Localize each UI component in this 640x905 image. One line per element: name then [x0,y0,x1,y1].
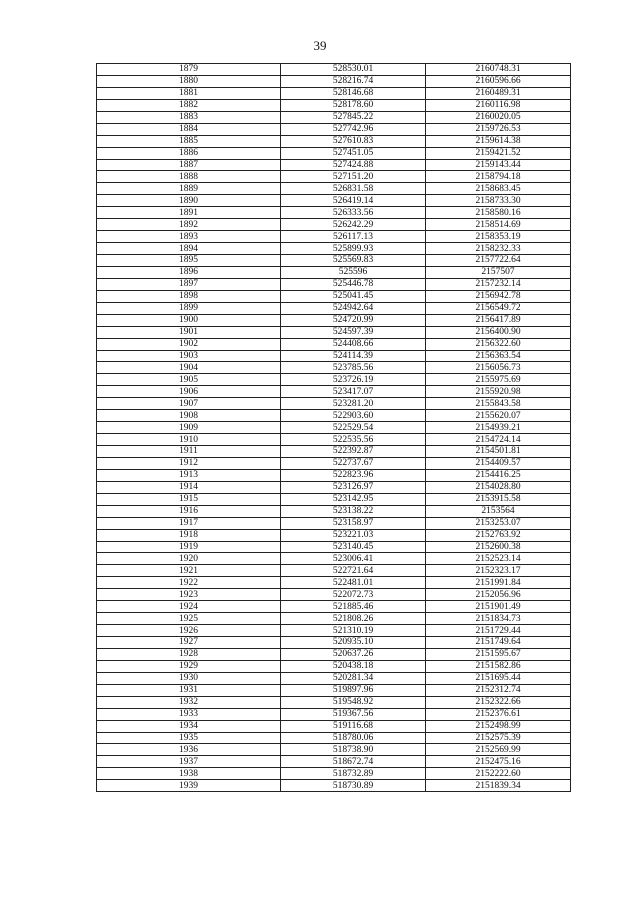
y-coordinate-cell: 2151749.64 [426,637,571,649]
coordinates-table [96,63,571,792]
point-number-cell: 1908 [97,410,281,422]
point-number-cell: 1893 [97,231,281,243]
x-coordinate-cell: 523006.41 [281,553,426,565]
table-row [97,553,571,565]
point-number-cell: 1937 [97,756,281,768]
y-coordinate-cell: 2151901.49 [426,601,571,613]
table-row [97,266,571,278]
y-coordinate-cell: 2153915.58 [426,493,571,505]
table-row [97,696,571,708]
table-row [97,338,571,350]
point-number-cell: 1921 [97,565,281,577]
y-coordinate-cell: 2154416.25 [426,469,571,481]
x-coordinate-cell: 523221.03 [281,529,426,541]
x-coordinate-cell: 523785.56 [281,362,426,374]
y-coordinate-cell: 2151839.34 [426,780,571,792]
table-row [97,505,571,517]
point-number-cell: 1922 [97,577,281,589]
point-number-cell: 1918 [97,529,281,541]
point-number-cell: 1911 [97,446,281,458]
y-coordinate-cell: 2151595.67 [426,648,571,660]
y-coordinate-cell: 2160020.05 [426,111,571,123]
table-row [97,207,571,219]
y-coordinate-cell: 2155975.69 [426,374,571,386]
y-coordinate-cell: 2160596.66 [426,75,571,87]
point-number-cell: 1881 [97,87,281,99]
y-coordinate-cell: 2152323.17 [426,565,571,577]
point-number-cell: 1895 [97,255,281,267]
point-number-cell: 1909 [97,422,281,434]
y-coordinate-cell: 2158733.30 [426,195,571,207]
point-number-cell: 1886 [97,147,281,159]
x-coordinate-cell: 526242.29 [281,219,426,231]
y-coordinate-cell: 2156322.60 [426,338,571,350]
point-number-cell: 1904 [97,362,281,374]
x-coordinate-cell: 524720.99 [281,314,426,326]
y-coordinate-cell: 2152475.16 [426,756,571,768]
x-coordinate-cell: 523140.45 [281,541,426,553]
x-coordinate-cell: 525446.78 [281,278,426,290]
y-coordinate-cell: 2152523.14 [426,553,571,565]
y-coordinate-cell: 2156942.78 [426,290,571,302]
x-coordinate-cell: 522481.01 [281,577,426,589]
y-coordinate-cell: 2151834.73 [426,613,571,625]
table-row [97,457,571,469]
y-coordinate-cell: 2156400.90 [426,326,571,338]
point-number-cell: 1925 [97,613,281,625]
x-coordinate-cell: 522535.56 [281,434,426,446]
x-coordinate-cell: 518780.06 [281,732,426,744]
y-coordinate-cell: 2160748.31 [426,64,571,76]
table-row [97,648,571,660]
x-coordinate-cell: 522392.87 [281,446,426,458]
x-coordinate-cell: 520438.18 [281,660,426,672]
x-coordinate-cell: 527151.20 [281,171,426,183]
table-row [97,87,571,99]
point-number-cell: 1916 [97,505,281,517]
point-number-cell: 1920 [97,553,281,565]
point-number-cell: 1906 [97,386,281,398]
point-number-cell: 1910 [97,434,281,446]
point-number-cell: 1905 [97,374,281,386]
table-row [97,362,571,374]
x-coordinate-cell: 521310.19 [281,625,426,637]
table-row [97,75,571,87]
x-coordinate-cell: 526333.56 [281,207,426,219]
point-number-cell: 1914 [97,481,281,493]
x-coordinate-cell: 528178.60 [281,99,426,111]
y-coordinate-cell: 2155843.58 [426,398,571,410]
table-row [97,732,571,744]
point-number-cell: 1928 [97,648,281,660]
table-row [97,231,571,243]
table-row [97,601,571,613]
x-coordinate-cell: 519116.68 [281,720,426,732]
x-coordinate-cell: 518738.90 [281,744,426,756]
table-row [97,481,571,493]
table-row [97,123,571,135]
table-row [97,708,571,720]
y-coordinate-cell: 2157507 [426,266,571,278]
x-coordinate-cell: 524942.64 [281,302,426,314]
x-coordinate-cell: 519897.96 [281,684,426,696]
x-coordinate-cell: 523281.20 [281,398,426,410]
point-number-cell: 1894 [97,243,281,255]
x-coordinate-cell: 523726.19 [281,374,426,386]
point-number-cell: 1919 [97,541,281,553]
point-number-cell: 1933 [97,708,281,720]
x-coordinate-cell: 522721.64 [281,565,426,577]
page-number: 39 [313,38,327,53]
point-number-cell: 1887 [97,159,281,171]
table-row [97,398,571,410]
y-coordinate-cell: 2155620.07 [426,410,571,422]
table-row [97,469,571,481]
x-coordinate-cell: 518730.89 [281,780,426,792]
point-number-cell: 1932 [97,696,281,708]
y-coordinate-cell: 2156417.89 [426,314,571,326]
table-row [97,326,571,338]
point-number-cell: 1931 [97,684,281,696]
y-coordinate-cell: 2152376.61 [426,708,571,720]
point-number-cell: 1934 [97,720,281,732]
point-number-cell: 1939 [97,780,281,792]
table-row [97,147,571,159]
x-coordinate-cell: 528146.68 [281,87,426,99]
point-number-cell: 1891 [97,207,281,219]
y-coordinate-cell: 2152600.38 [426,541,571,553]
table-row [97,410,571,422]
x-coordinate-cell: 521808.26 [281,613,426,625]
x-coordinate-cell: 525569.83 [281,255,426,267]
table-row [97,529,571,541]
x-coordinate-cell: 528216.74 [281,75,426,87]
point-number-cell: 1936 [97,744,281,756]
table-row [97,517,571,529]
x-coordinate-cell: 525596 [281,266,426,278]
y-coordinate-cell: 2159614.38 [426,135,571,147]
table-row [97,314,571,326]
point-number-cell: 1929 [97,660,281,672]
x-coordinate-cell: 525899.93 [281,243,426,255]
point-number-cell: 1897 [97,278,281,290]
y-coordinate-cell: 2151729.44 [426,625,571,637]
y-coordinate-cell: 2154501.81 [426,446,571,458]
y-coordinate-cell: 2158580.16 [426,207,571,219]
x-coordinate-cell: 518732.89 [281,768,426,780]
table-row [97,171,571,183]
point-number-cell: 1896 [97,266,281,278]
y-coordinate-cell: 2152322.66 [426,696,571,708]
point-number-cell: 1892 [97,219,281,231]
point-number-cell: 1924 [97,601,281,613]
table-row [97,434,571,446]
point-number-cell: 1899 [97,302,281,314]
y-coordinate-cell: 2152222.60 [426,768,571,780]
x-coordinate-cell: 524408.66 [281,338,426,350]
x-coordinate-cell: 523417.07 [281,386,426,398]
point-number-cell: 1901 [97,326,281,338]
table-row [97,672,571,684]
point-number-cell: 1926 [97,625,281,637]
table-row [97,135,571,147]
x-coordinate-cell: 527845.22 [281,111,426,123]
table-row [97,625,571,637]
table-row [97,541,571,553]
y-coordinate-cell: 2156549.72 [426,302,571,314]
point-number-cell: 1930 [97,672,281,684]
x-coordinate-cell: 523142.95 [281,493,426,505]
x-coordinate-cell: 522903.60 [281,410,426,422]
x-coordinate-cell: 520935.10 [281,637,426,649]
x-coordinate-cell: 522072.73 [281,589,426,601]
point-number-cell: 1915 [97,493,281,505]
y-coordinate-cell: 2155920.98 [426,386,571,398]
y-coordinate-cell: 2158232.33 [426,243,571,255]
table-row [97,99,571,111]
table-row [97,446,571,458]
point-number-cell: 1938 [97,768,281,780]
y-coordinate-cell: 2156363.54 [426,350,571,362]
x-coordinate-cell: 520637.26 [281,648,426,660]
y-coordinate-cell: 2158794.18 [426,171,571,183]
point-number-cell: 1879 [97,64,281,76]
table-row [97,64,571,76]
table-row [97,613,571,625]
point-number-cell: 1903 [97,350,281,362]
x-coordinate-cell: 518672.74 [281,756,426,768]
y-coordinate-cell: 2159421.52 [426,147,571,159]
table-row [97,290,571,302]
point-number-cell: 1890 [97,195,281,207]
x-coordinate-cell: 525041.45 [281,290,426,302]
table-row [97,565,571,577]
table-row [97,386,571,398]
table-row [97,350,571,362]
x-coordinate-cell: 522737.67 [281,457,426,469]
y-coordinate-cell: 2153253.07 [426,517,571,529]
table-row [97,756,571,768]
table-row [97,195,571,207]
x-coordinate-cell: 527451.05 [281,147,426,159]
point-number-cell: 1883 [97,111,281,123]
y-coordinate-cell: 2152312.74 [426,684,571,696]
y-coordinate-cell: 2153564 [426,505,571,517]
table-row [97,219,571,231]
y-coordinate-cell: 2159726.53 [426,123,571,135]
table-row [97,684,571,696]
x-coordinate-cell: 522823.96 [281,469,426,481]
table-row [97,589,571,601]
table-row [97,493,571,505]
y-coordinate-cell: 2160116.98 [426,99,571,111]
point-number-cell: 1927 [97,637,281,649]
table-row [97,720,571,732]
x-coordinate-cell: 526831.58 [281,183,426,195]
point-number-cell: 1907 [97,398,281,410]
point-number-cell: 1935 [97,732,281,744]
y-coordinate-cell: 2154724.14 [426,434,571,446]
table-row [97,111,571,123]
x-coordinate-cell: 519548.92 [281,696,426,708]
point-number-cell: 1882 [97,99,281,111]
point-number-cell: 1917 [97,517,281,529]
x-coordinate-cell: 523138.22 [281,505,426,517]
y-coordinate-cell: 2156056.73 [426,362,571,374]
x-coordinate-cell: 522529.54 [281,422,426,434]
table-row [97,422,571,434]
table-row [97,780,571,792]
y-coordinate-cell: 2152575.39 [426,732,571,744]
y-coordinate-cell: 2154028.80 [426,481,571,493]
x-coordinate-cell: 524114.39 [281,350,426,362]
table-row [97,768,571,780]
table-row [97,577,571,589]
table-row [97,278,571,290]
table-row [97,660,571,672]
point-number-cell: 1913 [97,469,281,481]
point-number-cell: 1912 [97,457,281,469]
y-coordinate-cell: 2158683.45 [426,183,571,195]
x-coordinate-cell: 527742.96 [281,123,426,135]
y-coordinate-cell: 2159143.44 [426,159,571,171]
y-coordinate-cell: 2158514.69 [426,219,571,231]
x-coordinate-cell: 527610.83 [281,135,426,147]
y-coordinate-cell: 2154409.57 [426,457,571,469]
y-coordinate-cell: 2151582.86 [426,660,571,672]
table-row [97,255,571,267]
table-row [97,374,571,386]
point-number-cell: 1898 [97,290,281,302]
x-coordinate-cell: 523158.97 [281,517,426,529]
table-row [97,183,571,195]
table-row [97,302,571,314]
x-coordinate-cell: 520281.34 [281,672,426,684]
point-number-cell: 1889 [97,183,281,195]
y-coordinate-cell: 2152763.92 [426,529,571,541]
y-coordinate-cell: 2157232.14 [426,278,571,290]
point-number-cell: 1888 [97,171,281,183]
x-coordinate-cell: 519367.56 [281,708,426,720]
x-coordinate-cell: 526419.14 [281,195,426,207]
table-row [97,159,571,171]
coordinates-table-body [97,64,571,792]
y-coordinate-cell: 2151695.44 [426,672,571,684]
x-coordinate-cell: 528530.01 [281,64,426,76]
point-number-cell: 1900 [97,314,281,326]
table-row [97,243,571,255]
point-number-cell: 1885 [97,135,281,147]
point-number-cell: 1880 [97,75,281,87]
point-number-cell: 1884 [97,123,281,135]
x-coordinate-cell: 527424.88 [281,159,426,171]
x-coordinate-cell: 523126.97 [281,481,426,493]
table-row [97,744,571,756]
y-coordinate-cell: 2154939.21 [426,422,571,434]
x-coordinate-cell: 524597.39 [281,326,426,338]
point-number-cell: 1902 [97,338,281,350]
y-coordinate-cell: 2158353.19 [426,231,571,243]
point-number-cell: 1923 [97,589,281,601]
y-coordinate-cell: 2160489.31 [426,87,571,99]
y-coordinate-cell: 2152498.99 [426,720,571,732]
table-row [97,637,571,649]
x-coordinate-cell: 521885.46 [281,601,426,613]
y-coordinate-cell: 2151991.84 [426,577,571,589]
y-coordinate-cell: 2152056.96 [426,589,571,601]
y-coordinate-cell: 2152569.99 [426,744,571,756]
y-coordinate-cell: 2157722.64 [426,255,571,267]
x-coordinate-cell: 526117.13 [281,231,426,243]
